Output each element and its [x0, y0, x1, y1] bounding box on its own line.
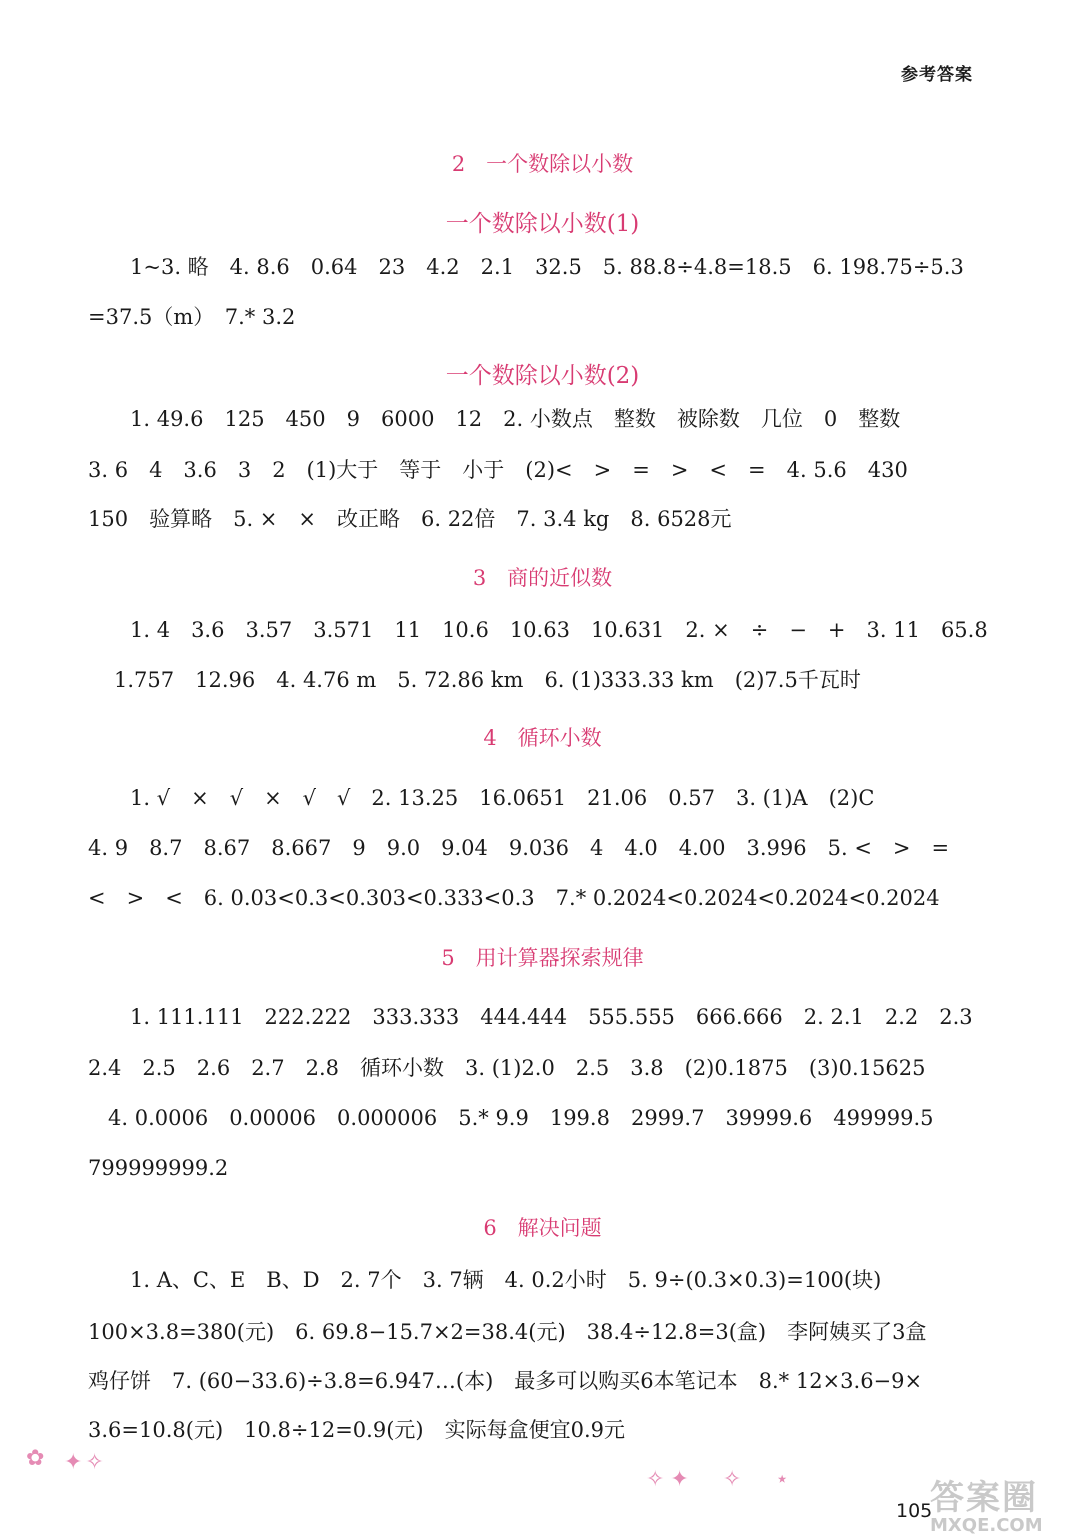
answer-line: 1.757 12.96 4. 4.76 m 5. 72.86 km 6. (1)333.33 km (2)7.5千瓦时 — [114, 668, 861, 692]
answer-line: 4. 0.0006 0.00006 0.000006 5.* 9.9 199.8 2999.7 39999.6 499999.5 — [108, 1106, 934, 1130]
answer-line: 鸡仔饼 7. (60−33.6)÷3.8=6.947…(本) 最多可以购买6本笔记本 8.* 12×3.6−9× — [88, 1369, 923, 1393]
answer-line: 1. √ × √ × √ √ 2. 13.25 16.0651 21.06 0.57 3. (1)A (2)C — [130, 786, 875, 810]
sparkle-decoration-icon: ✧✦ ✧ ⋆ — [646, 1467, 796, 1492]
answer-line: 3. 6 4 3.6 3 2 (1)大于 等于 小于 (2)< > = > < = 4. 5.6 430 — [88, 458, 908, 482]
answer-line: 1. A、C、E B、D 2. 7个 3. 7辆 4. 0.2小时 5. 9÷(0.3×0.3)=100(块) — [130, 1268, 882, 1292]
answer-line: < > < 6. 0.03<0.3<0.303<0.333<0.3 7.* 0.2024<0.2024<0.2024<0.2024 — [88, 886, 940, 910]
answer-line: 1~3. 略 4. 8.6 0.64 23 4.2 2.1 32.5 5. 88.8÷4.8=18.5 6. 198.75÷5.3 — [130, 255, 964, 279]
watermark-url: MXQE.COM — [930, 1515, 1043, 1536]
answer-line: 150 验算略 5. × × 改正略 6. 22倍 7. 3.4 kg 8. 6528元 — [88, 507, 732, 531]
answer-line: 3.6=10.8(元) 10.8÷12=0.9(元) 实际每盒便宜0.9元 — [88, 1418, 625, 1442]
answer-line: 2.4 2.5 2.6 2.7 2.8 循环小数 3. (1)2.0 2.5 3.8 (2)0.1875 (3)0.15625 — [88, 1056, 926, 1080]
answer-line: 1. 4 3.6 3.57 3.571 11 10.6 10.63 10.631 2. × ÷ − + 3. 11 65.8 — [130, 618, 988, 642]
watermark-logo-text: 答案圈 — [930, 1478, 1038, 1518]
answer-line: 1. 49.6 125 450 9 6000 12 2. 小数点 整数 被除数 几位 0 整数 — [130, 407, 901, 431]
section-heading-2: 2 一个数除以小数 — [451, 152, 634, 176]
answer-line: 100×3.8=380(元) 6. 69.8−15.7×2=38.4(元) 38.4÷12.8=3(盒) 李阿姨买了3盒 — [88, 1320, 927, 1344]
section-heading-5: 5 用计算器探索规律 — [441, 946, 644, 970]
section-heading-6: 6 解决问题 — [483, 1216, 602, 1240]
flower-decoration-icon: ✿ — [26, 1446, 45, 1471]
answer-line: =37.5（m） 7.* 3.2 — [88, 305, 296, 329]
section-heading-4: 4 循环小数 — [483, 726, 602, 750]
subsection-title-2-1: 一个数除以小数(1) — [445, 211, 640, 237]
subsection-title-2-2: 一个数除以小数(2) — [445, 363, 640, 389]
answer-line: 4. 9 8.7 8.67 8.667 9 9.0 9.04 9.036 4 4.0 4.00 3.996 5. < > = — [88, 836, 950, 860]
page-number: 105 — [896, 1500, 933, 1522]
sparkle-decoration-icon: ✦✧ — [64, 1450, 107, 1475]
header-label: 参考答案 — [901, 65, 973, 85]
answer-line: 799999999.2 — [88, 1156, 229, 1180]
answer-line: 1. 111.111 222.222 333.333 444.444 555.555 666.666 2. 2.1 2.2 2.3 — [130, 1005, 973, 1029]
section-heading-3: 3 商的近似数 — [472, 566, 613, 590]
watermark — [930, 1470, 1043, 1536]
